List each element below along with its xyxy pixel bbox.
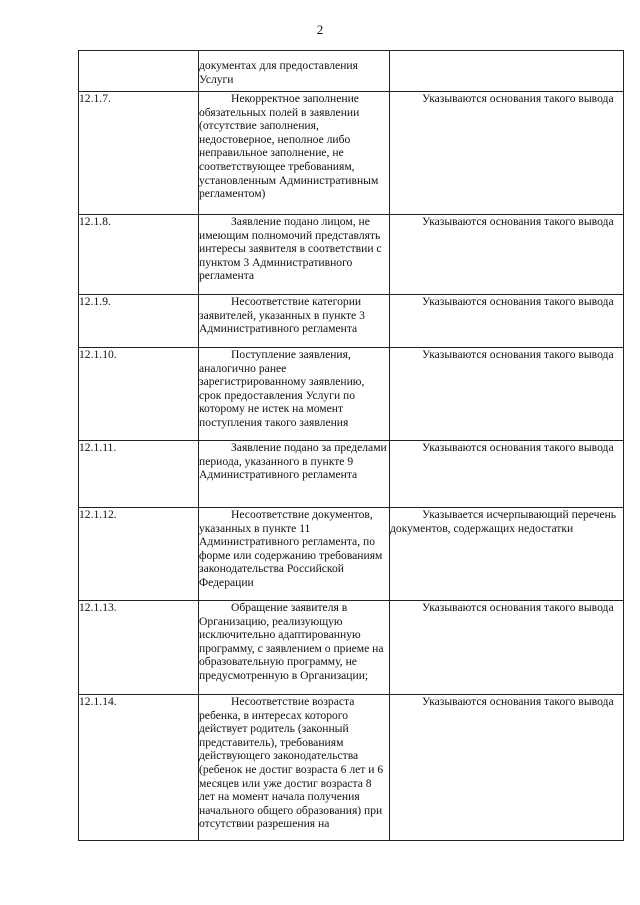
row-action: Указываются основания такого вывода [390,441,624,508]
row-action: Указываются основания такого вывода [390,92,624,215]
table-row [79,695,624,841]
row-reason: Некорректное заполнение обязательных полей в заявлении (отсутствие заполнения, недостоверное, неполное либо неправильное заполнение, не соответствующее требованиям, установленным Административным регламентом) [199,92,390,215]
row-number: 12.1.12. [79,508,199,601]
row-reason: Заявление подано лицом, не имеющим полномочий представлять интересы заявителя в соответствии с пунктом 3 Административного регламента [199,215,390,295]
table-row [79,601,624,695]
page-number: 2 [316,22,324,37]
row-reason: Несоответствие категории заявителей, указанных в пункте 3 Административного регламента [199,295,390,348]
row-number: 12.1.7. [79,92,199,215]
table-row [79,348,624,441]
table-row [79,215,624,295]
row-reason: Заявление подано за пределами периода, указанного в пункте 9 Административного регламента [199,441,390,508]
row-number [79,51,199,92]
table-row [79,441,624,508]
row-reason: Несоответствие возраста ребенка, в интересах которого действует родитель (законный представитель), требованиям действующего законодательства (ребенок не достиг возраста 6 лет и 6 месяцев или уже достиг возраста 8 лет на момент начала получения начального общего образования) при отсутствии разрешения на [199,695,390,841]
row-action [390,51,624,92]
table-row [79,92,624,215]
row-number: 12.1.9. [79,295,199,348]
row-number: 12.1.11. [79,441,199,508]
row-number: 12.1.14. [79,695,199,841]
row-action: Указываются основания такого вывода [390,695,624,841]
row-number: 12.1.13. [79,601,199,695]
row-action: Указываются основания такого вывода [390,215,624,295]
table-row [79,51,624,92]
row-number: 12.1.8. [79,215,199,295]
row-reason: Несоответствие документов, указанных в пункте 11 Административного регламента, по форме или содержанию требованиям законодательства Российской Федерации [199,508,390,601]
row-reason: Обращение заявителя в Организацию, реализующую исключительно адаптированную программу, с заявлением о приеме на образовательную программу, не предусмотренную в Организации; [199,601,390,695]
row-reason: документах для предоставления Услуги [199,51,390,92]
table-row [79,295,624,348]
row-reason: Поступление заявления, аналогично ранее зарегистрированному заявлению, срок предоставления Услуги по которому не истек на момент поступления такого заявления [199,348,390,441]
refusal-grounds-table [78,50,624,841]
row-action: Указываются основания такого вывода [390,348,624,441]
row-action: Указываются основания такого вывода [390,295,624,348]
row-number: 12.1.10. [79,348,199,441]
table-row [79,508,624,601]
row-action: Указывается исчерпывающий перечень документов, содержащих недостатки [390,508,624,601]
row-action: Указываются основания такого вывода [390,601,624,695]
